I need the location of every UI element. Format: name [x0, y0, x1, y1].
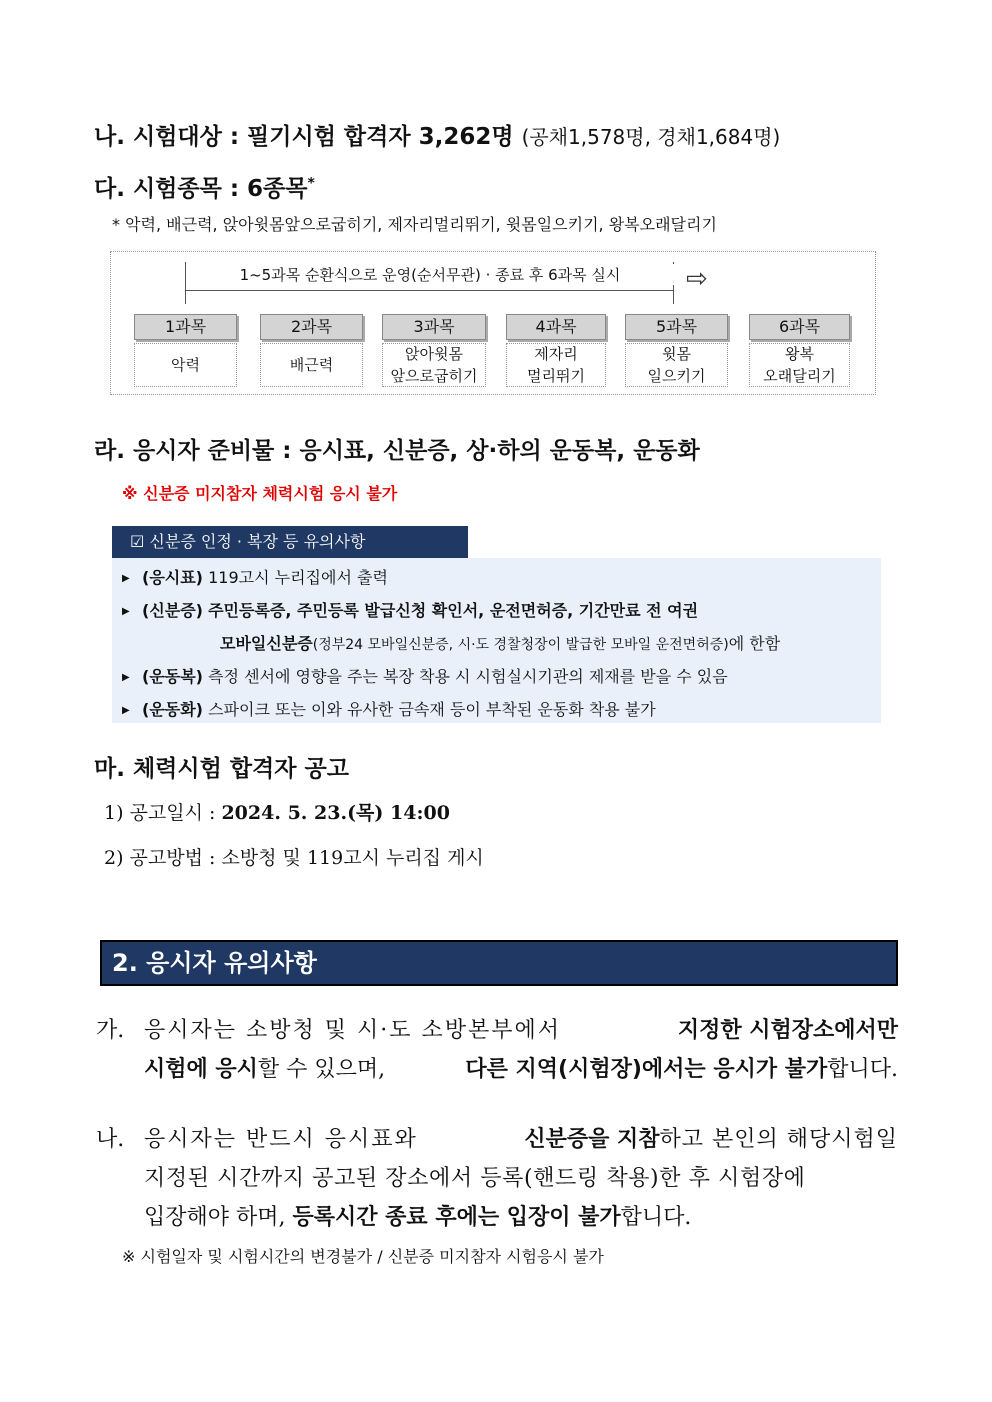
announcement-method-label: 2) 공고방법 : — [104, 847, 216, 869]
footnote-star: * — [307, 175, 315, 192]
para-na-text-3b: 등록시간 종료 후에는 입장이 불가 — [292, 1205, 621, 1230]
step-5-head: 5과목 — [625, 314, 728, 340]
step-5-body: 윗몸 일으키기 — [625, 343, 728, 387]
para-ga-text-2d: 합니다. — [827, 1057, 898, 1082]
step-4-head: 4과목 — [506, 314, 606, 340]
step-2-head: 2과목 — [260, 314, 363, 340]
flow-bracket-line — [186, 290, 674, 291]
announcement-date — [104, 798, 450, 825]
notice-text: 측정 센서에 영향을 주는 복장 착용 시 시험실시기관의 제재를 받을 수 있음 — [208, 667, 728, 686]
flow-label: 1~5과목 순환식으로 운영(순서무관) · 종료 후 6과목 실시 — [186, 264, 674, 285]
notice-key: (신분증) — [142, 601, 203, 620]
final-note: ※ 시험일자 및 시험시간의 변경불가 / 신분증 미지참자 시험응시 불가 — [122, 1247, 604, 1266]
step-6-head: 6과목 — [749, 314, 850, 340]
notice-row-clothes — [122, 664, 728, 687]
step-3-body: 앉아윗몸 앞으로굽히기 — [382, 343, 486, 387]
announcement-method — [104, 843, 484, 870]
step-3-head: 3과목 — [382, 314, 486, 340]
para-na-text-1b: 신분증을 지참 — [524, 1127, 660, 1152]
para-na-text-3a: 입장해야 하며, — [144, 1205, 286, 1230]
notice-text: 119고시 누리집에서 출력 — [208, 568, 388, 587]
notice-key: (응시표) — [142, 568, 203, 587]
announcement-date-label: 1) 공고일시 : — [104, 802, 216, 824]
announcement-method-value: 소방청 및 119고시 누리집 게시 — [221, 847, 484, 869]
arrow-right-icon: ⇨ — [686, 264, 708, 294]
heading-materials: 라. 응시자 준비물 : 응시표, 신분증, 상·하의 운동복, 운동화 — [94, 438, 700, 464]
bullet-icon: ▶ — [122, 606, 130, 617]
step-2-body: 배근력 — [260, 343, 363, 387]
heading-exam-target-text: 나. 시험대상 : 필기시험 합격자 3,262명 — [94, 124, 514, 150]
para-na-marker: 나. — [96, 1127, 125, 1152]
notice-row-id — [122, 598, 698, 621]
mobile-id-tail: 에 한함 — [728, 634, 781, 653]
notice-row-mobile-id — [220, 631, 780, 654]
para-ga-line-1 — [144, 1013, 898, 1044]
step-1-head: 1과목 — [134, 314, 237, 340]
heading-announcement: 마. 체력시험 합격자 공고 — [94, 756, 349, 782]
para-ga-line-2 — [144, 1052, 898, 1083]
bullet-icon: ▶ — [122, 705, 130, 716]
exam-target-detail: (공채1,578명, 경채1,684명) — [521, 125, 781, 149]
para-na-line-2: 지정된 시간까지 공고된 장소에서 등록(핸드링 착용)한 후 시험장에 — [144, 1166, 806, 1191]
step-4-body: 제자리 멀리뛰기 — [506, 343, 606, 387]
heading-exam-items-text: 다. 시험종목 : 6종목 — [94, 176, 308, 202]
notice-title: ☑ 신분증 인정 · 복장 등 유의사항 — [112, 526, 468, 558]
bullet-icon: ▶ — [122, 573, 130, 584]
notice-key: (운동화) — [142, 700, 203, 719]
para-na-text-3c: 합니다. — [620, 1205, 692, 1230]
para-na-text-1a: 응시자는 반드시 응시표와 — [144, 1127, 418, 1152]
mobile-id-detail: (정부24 모바일신분증, 시·도 경찰청장이 발급한 모바일 운전면허증) — [312, 637, 729, 653]
para-ga-marker: 가. — [96, 1018, 125, 1043]
para-ga-text-1b: 지정한 시험장소에서만 — [677, 1018, 898, 1043]
para-na-text-1c: 하고 본인의 해당시험일 — [659, 1127, 898, 1152]
bullet-icon: ▶ — [122, 672, 130, 683]
para-ga-text-2c: 다른 지역(시험장)에서는 응시가 불가 — [465, 1057, 828, 1082]
heading-exam-items — [94, 170, 315, 203]
mobile-id-label: 모바일신분증 — [220, 634, 313, 653]
notice-row-ticket — [122, 565, 388, 588]
notice-key: (운동복) — [142, 667, 203, 686]
notice-text: 스파이크 또는 이와 유사한 금속재 등이 부착된 운동화 착용 불가 — [208, 700, 656, 719]
step-6-body: 왕복 오래달리기 — [749, 343, 850, 387]
heading-exam-target — [94, 118, 780, 151]
id-required-warning: ※ 신분증 미지참자 체력시험 응시 불가 — [122, 484, 398, 503]
para-ga-text-1a: 응시자는 소방청 및 시·도 소방본부에서 — [144, 1018, 561, 1043]
notice-row-shoes — [122, 697, 656, 720]
exam-items-footnote: * 악력, 배근력, 앉아윗몸앞으로굽히기, 제자리멀리뛰기, 윗몸일으키기, 왕복오래달리기 — [112, 215, 717, 234]
notice-text: 주민등록증, 주민등록 발급신청 확인서, 운전면허증, 기간만료 전 여권 — [208, 601, 699, 620]
para-ga-text-2b: 할 수 있으며, — [257, 1057, 386, 1082]
announcement-date-value: 2024. 5. 23.(목) 14:00 — [221, 802, 450, 824]
para-na-line-3 — [144, 1200, 691, 1231]
para-na-line-1 — [144, 1122, 898, 1153]
section-2-title: 2. 응시자 유의사항 — [100, 940, 898, 986]
step-1-body: 악력 — [134, 343, 237, 387]
para-ga-text-2a: 시험에 응시 — [144, 1057, 258, 1082]
